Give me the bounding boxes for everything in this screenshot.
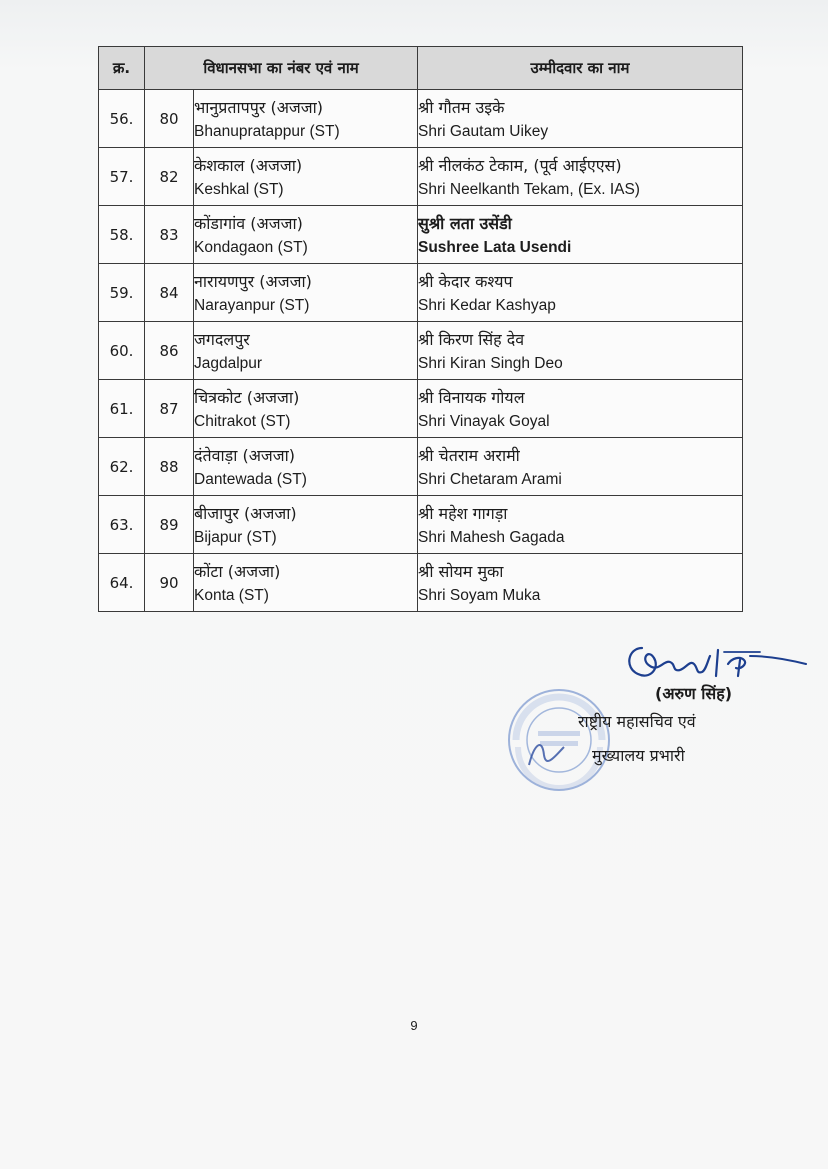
table-row (99, 322, 743, 380)
candidate-cell (418, 380, 743, 438)
candidate-cell (418, 264, 743, 322)
serial-cell: 61. (99, 380, 145, 438)
candidate-name-english: Sushree Lata Usendi (418, 238, 572, 256)
constituency-number: 89 (145, 496, 194, 554)
candidate-cell (418, 496, 743, 554)
table-row (99, 438, 743, 496)
constituency-name-hindi: केशकाल (अजजा) (194, 155, 303, 175)
signatory-designation: राष्ट्रीय महासचिव एवं (578, 712, 696, 731)
constituency-name-hindi: दंतेवाड़ा (अजजा) (194, 445, 296, 465)
candidate-name-hindi: श्री किरण सिंह देव (418, 329, 525, 349)
constituency-name-hindi: कोंटा (अजजा) (194, 561, 281, 581)
constituency-name-english: Jagdalpur (194, 354, 263, 372)
constituency-number: 84 (145, 264, 194, 322)
page-number: 9 (410, 1018, 418, 1033)
table-row (99, 496, 743, 554)
constituency-cell (194, 148, 418, 206)
candidate-name-hindi: श्री गौतम उइके (418, 97, 505, 117)
candidate-name-english: Shri Neelkanth Tekam, (Ex. IAS) (418, 180, 640, 198)
candidate-name-hindi: श्री चेतराम अरामी (418, 445, 520, 465)
candidate-name-english: Shri Kedar Kashyap (418, 296, 556, 314)
constituency-name-english: Kondagaon (ST) (194, 238, 308, 256)
serial-cell: 56. (99, 90, 145, 148)
candidate-name-hindi: सुश्री लता उसेंडी (418, 213, 512, 233)
candidate-cell (418, 322, 743, 380)
constituency-name-english: Konta (ST) (194, 586, 269, 604)
constituency-cell (194, 380, 418, 438)
constituency-number: 88 (145, 438, 194, 496)
constituency-name-hindi: कोंडागांव (अजजा) (194, 213, 303, 233)
constituency-name-english: Keshkal (ST) (194, 180, 284, 198)
signature-block (500, 620, 800, 800)
candidate-name-english: Shri Chetaram Arami (418, 470, 562, 488)
serial-cell: 59. (99, 264, 145, 322)
constituency-cell (194, 322, 418, 380)
table-header-row (99, 47, 743, 90)
serial-cell: 60. (99, 322, 145, 380)
table-row (99, 148, 743, 206)
table-row (99, 264, 743, 322)
candidate-name-hindi: श्री नीलकंठ टेकाम, (पूर्व आईएएस) (418, 155, 622, 175)
header-constituency: विधानसभा का नंबर एवं नाम (145, 47, 418, 90)
signatory-name: (अरुण सिंह) (655, 684, 733, 703)
constituency-number: 86 (145, 322, 194, 380)
candidate-name-english: Shri Mahesh Gagada (418, 528, 565, 546)
party-seal-stamp (504, 685, 614, 795)
serial-cell: 57. (99, 148, 145, 206)
candidate-cell (418, 438, 743, 496)
candidate-name-english: Shri Vinayak Goyal (418, 412, 550, 430)
constituency-number: 87 (145, 380, 194, 438)
table-row (99, 90, 743, 148)
constituency-name-english: Bijapur (ST) (194, 528, 277, 546)
candidate-cell (418, 206, 743, 264)
constituency-name-english: Bhanupratappur (ST) (194, 122, 340, 140)
candidate-name-english: Shri Kiran Singh Deo (418, 354, 563, 372)
candidate-name-hindi: श्री केदार कश्यप (418, 271, 513, 291)
candidate-cell (418, 90, 743, 148)
candidate-name-english: Shri Soyam Muka (418, 586, 541, 604)
candidate-name-hindi: श्री विनायक गोयल (418, 387, 525, 407)
constituency-name-hindi: बीजापुर (अजजा) (194, 503, 297, 523)
header-candidate: उम्मीदवार का नाम (418, 47, 743, 90)
constituency-name-english: Narayanpur (ST) (194, 296, 310, 314)
constituency-name-english: Chitrakot (ST) (194, 412, 291, 430)
constituency-cell (194, 90, 418, 148)
constituency-number: 80 (145, 90, 194, 148)
constituency-number: 83 (145, 206, 194, 264)
constituency-name-hindi: भानुप्रतापपुर (अजजा) (194, 97, 324, 117)
table-row (99, 380, 743, 438)
constituency-cell (194, 496, 418, 554)
serial-cell: 64. (99, 554, 145, 612)
constituency-name-english: Dantewada (ST) (194, 470, 307, 488)
candidate-table (98, 46, 743, 612)
candidate-name-english: Shri Gautam Uikey (418, 122, 549, 140)
candidate-cell (418, 148, 743, 206)
constituency-cell (194, 264, 418, 322)
constituency-number: 90 (145, 554, 194, 612)
serial-cell: 63. (99, 496, 145, 554)
signatory-designation-line2: मुख्यालय प्रभारी (592, 746, 685, 765)
constituency-name-hindi: नारायणपुर (अजजा) (194, 271, 312, 291)
candidate-cell (418, 554, 743, 612)
constituency-cell (194, 554, 418, 612)
table-row (99, 206, 743, 264)
constituency-cell (194, 438, 418, 496)
constituency-cell (194, 206, 418, 264)
table-row (99, 554, 743, 612)
serial-cell: 62. (99, 438, 145, 496)
constituency-name-hindi: चित्रकोट (अजजा) (194, 387, 300, 407)
constituency-name-hindi: जगदलपुर (194, 329, 250, 349)
handwritten-signature (620, 630, 810, 690)
serial-cell: 58. (99, 206, 145, 264)
constituency-number: 82 (145, 148, 194, 206)
header-serial: क्र. (99, 47, 145, 90)
candidate-name-hindi: श्री महेश गागड़ा (418, 503, 508, 523)
candidate-name-hindi: श्री सोयम मुका (418, 561, 504, 581)
